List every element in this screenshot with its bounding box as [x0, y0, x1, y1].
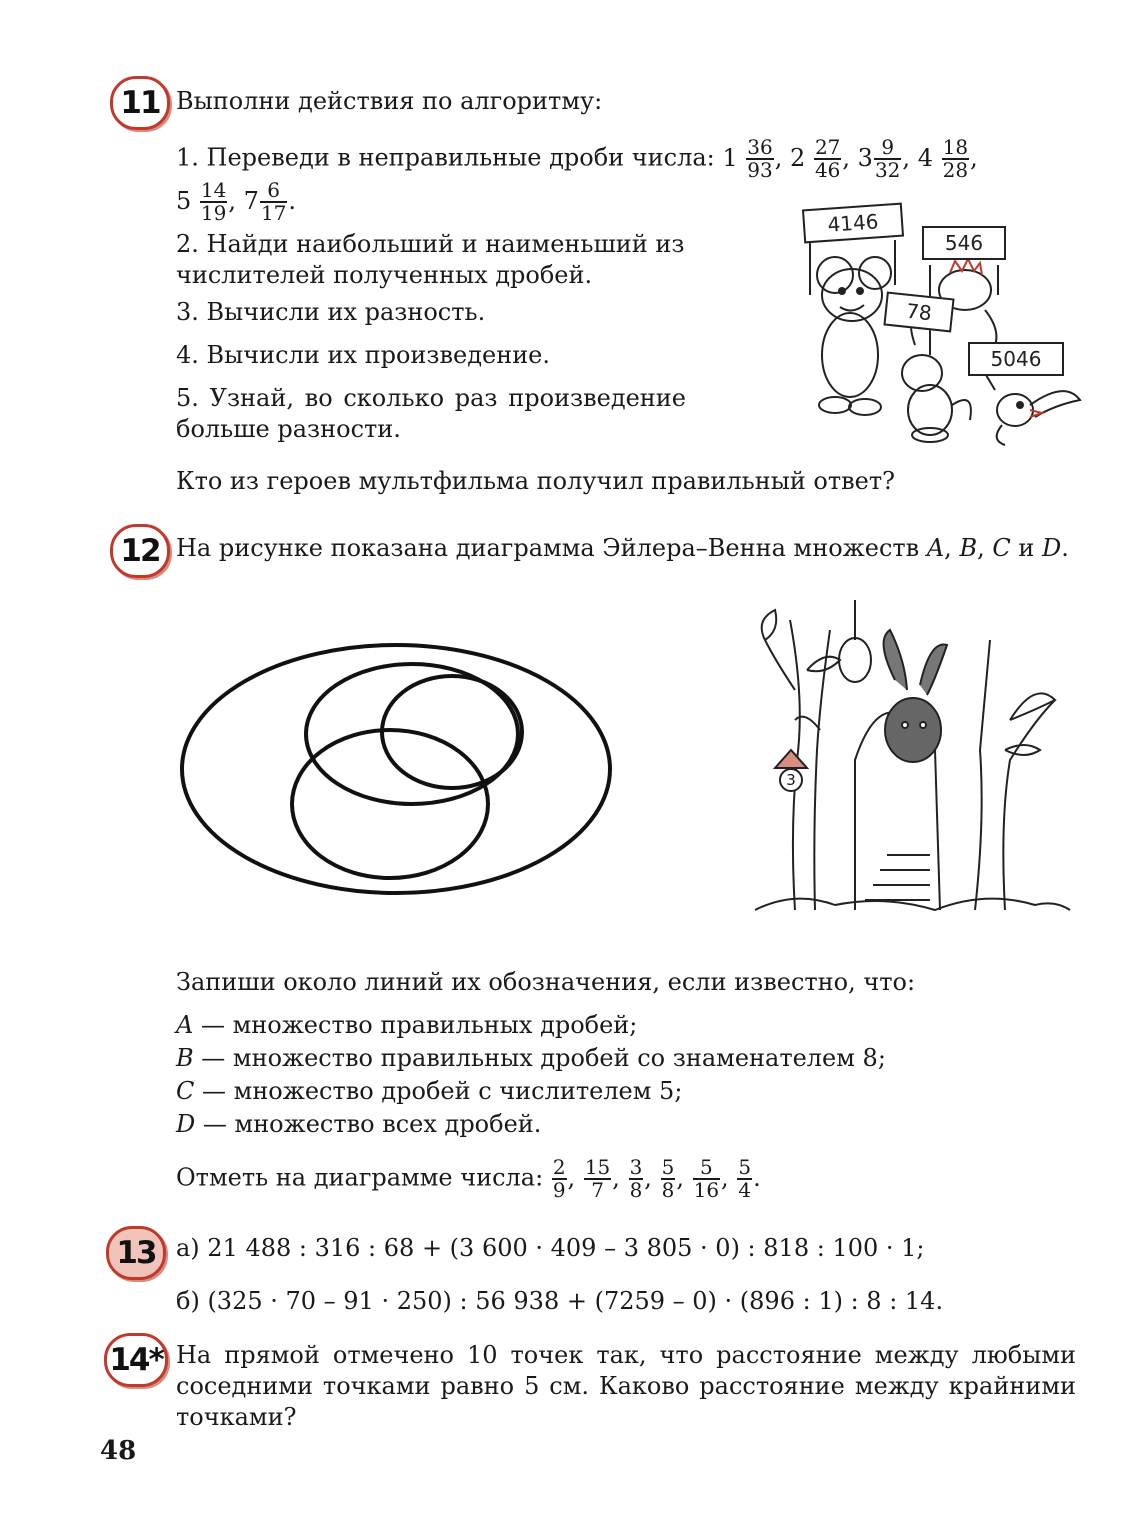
set-letter: D — [1042, 534, 1062, 562]
exercise-number-badge: 13 — [106, 1226, 166, 1280]
door-number-arrow — [775, 750, 807, 768]
definition-C: C — множество дробей с числителем 5; — [176, 1077, 683, 1105]
fraction: $\frac{5}{8}$ , — [661, 1155, 684, 1202]
answer-sign: 4146 — [802, 203, 904, 244]
definition-B: B — множество правильных дробей со знаменателем 8; — [176, 1044, 886, 1072]
answer-sign: 5046 — [968, 342, 1064, 376]
expression-b: б) (325 · 70 – 91 · 250) : 56 938 + (7259 – 0) · (896 : 1) : 8 : 14. — [176, 1287, 944, 1315]
mixed-number: 2 $\frac{27}{46}$ , — [790, 135, 851, 182]
page-number: 48 — [100, 1436, 137, 1466]
set-letter: B — [959, 534, 978, 562]
instruction: Запиши около линий их обозначения, если известно, что: — [176, 968, 916, 996]
step-1 — [176, 137, 1106, 181]
exercise-number-badge: 11 — [110, 76, 170, 130]
exercise-intro: Выполни действия по алгоритму: — [176, 87, 603, 115]
step-5: 5. Узнай, во сколько раз произведение больше разности. — [176, 384, 686, 443]
euler-venn-diagram — [170, 630, 630, 910]
fraction: $\frac{3}{8}$ , — [629, 1155, 652, 1202]
mixed-number: 4 $\frac{18}{28}$ , — [917, 135, 978, 182]
step-1-continued — [176, 180, 296, 224]
exercise-intro: На рисунке показана диаграмма Эйлера–Венна множеств A, B, C и D. — [176, 534, 1069, 562]
step-4: 4. Вычисли их произведение. — [176, 341, 551, 369]
step-1-text: 1. Переведи в неправильные дроби числа: — [176, 143, 715, 172]
step-3: 3. Вычисли их разность. — [176, 298, 486, 326]
mark-numbers-line: Отметь на диаграмме числа: $\frac{2}{9}$ , $\frac{15}{7}$ , $\frac{3}{8}$ , $\frac{5}{8}$ , $\frac{5}{16}$ , $\frac{5}{4}$ . — [176, 1155, 761, 1202]
mixed-number: 7 $\frac{6}{17}$ . — [243, 178, 297, 225]
set-outline-outer — [182, 645, 610, 893]
fraction: $\frac{15}{7}$ , — [584, 1155, 620, 1202]
forest-rabbit-illustration — [735, 600, 1075, 930]
set-letter: C — [992, 534, 1011, 562]
step-2: 2. Найди наибольший и наименьший из числителей полученных дробей. — [176, 230, 685, 289]
exercise-text: На прямой отмечено 10 точек так, что расстояние между любыми соседними точками равно 5 см. Каково расстояние между крайними точками? — [176, 1341, 1076, 1431]
definition-D: D — множество всех дробей. — [176, 1110, 542, 1138]
set-letter: A — [926, 534, 945, 562]
mixed-number: 3 $\frac{9}{32}$ , — [857, 135, 911, 182]
fraction: $\frac{5}{16}$ , — [693, 1155, 729, 1202]
exercise-question: Кто из героев мультфильма получил правильный ответ? — [176, 467, 896, 495]
door-number: 3 — [786, 771, 796, 789]
fraction: $\frac{2}{9}$ , — [552, 1155, 576, 1202]
mixed-number: 5 $\frac{14}{19}$ , — [176, 178, 237, 225]
exercise-number-badge: 14* — [104, 1333, 168, 1387]
fraction: $\frac{5}{4}$ . — [738, 1155, 761, 1202]
definition-A: A — множество правильных дробей; — [176, 1011, 638, 1039]
answer-sign: 546 — [922, 226, 1006, 260]
mixed-number: 1 $\frac{36}{93}$ , — [722, 135, 783, 182]
answer-sign: 78 — [883, 292, 954, 333]
exercise-number-badge: 12 — [110, 524, 170, 578]
expression-a: а) 21 488 : 316 : 68 + (3 600 · 409 – 3 805 · 0) : 818 : 100 · 1; — [176, 1234, 925, 1262]
